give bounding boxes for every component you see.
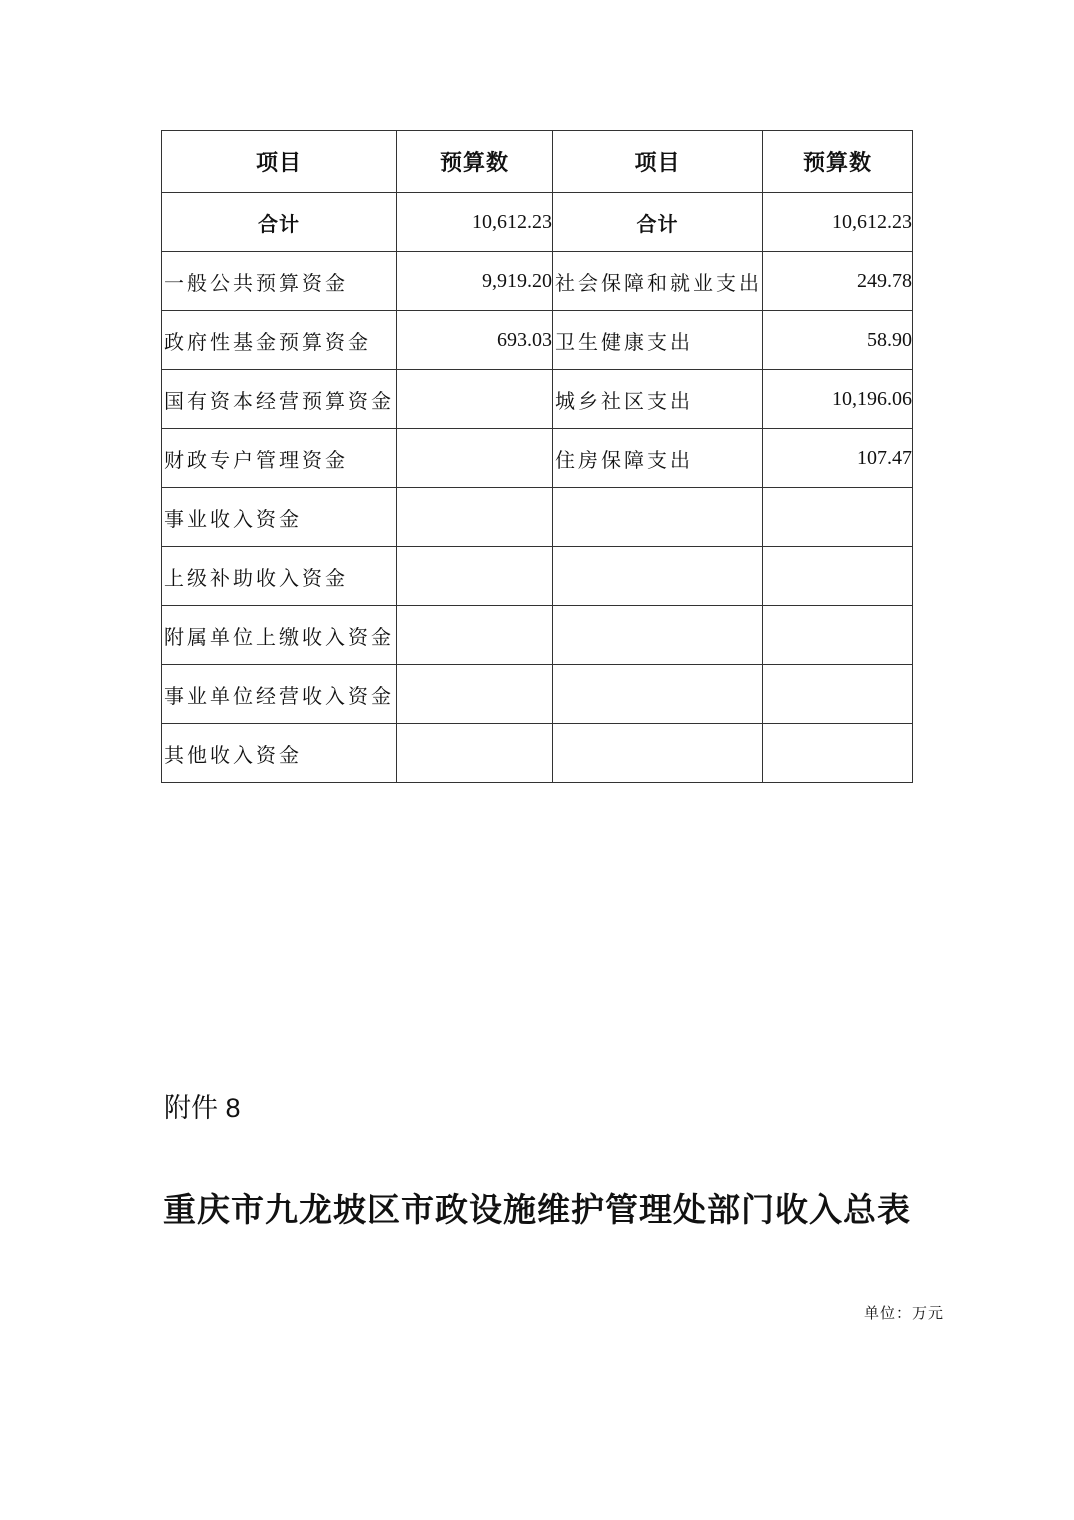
table-row: [162, 724, 913, 783]
income-item: 国有资本经营预算资金: [162, 370, 397, 429]
total-value-left: 10,612.23: [397, 193, 553, 252]
expense-value: [763, 606, 913, 665]
expense-item: [553, 724, 763, 783]
total-label-right: 合计: [553, 193, 763, 252]
total-value-right: 10,612.23: [763, 193, 913, 252]
budget-table: [161, 130, 913, 783]
income-value: [397, 606, 553, 665]
unit-label: 单位：万元: [863, 1304, 944, 1322]
expense-item: [553, 488, 763, 547]
income-item: 一般公共预算资金: [162, 252, 397, 311]
expense-item: 卫生健康支出: [553, 311, 763, 370]
expense-item: 住房保障支出: [553, 429, 763, 488]
expense-value: 107.47: [763, 429, 913, 488]
header-item-left: 项目: [162, 131, 397, 193]
income-item: 上级补助收入资金: [162, 547, 397, 606]
expense-value: [763, 547, 913, 606]
expense-value: 58.90: [763, 311, 913, 370]
attachment-label: 附件 8: [164, 1093, 241, 1123]
income-item: 事业单位经营收入资金: [162, 665, 397, 724]
table-header-row: [162, 131, 913, 193]
expense-item: 社会保障和就业支出: [553, 252, 763, 311]
expense-value: 10,196.06: [763, 370, 913, 429]
expense-item: [553, 665, 763, 724]
page-title: 重庆市九龙坡区市政设施维护管理处部门收入总表: [163, 1190, 911, 1229]
income-value: [397, 547, 553, 606]
income-value: [397, 488, 553, 547]
income-value: [397, 429, 553, 488]
table-row: [162, 488, 913, 547]
income-item: 事业收入资金: [162, 488, 397, 547]
income-value: [397, 370, 553, 429]
table-row: [162, 311, 913, 370]
income-item: 政府性基金预算资金: [162, 311, 397, 370]
table-row: [162, 547, 913, 606]
income-item: 其他收入资金: [162, 724, 397, 783]
expense-value: [763, 665, 913, 724]
table-row: [162, 606, 913, 665]
header-budget-right: 预算数: [763, 131, 913, 193]
income-item: 附属单位上缴收入资金: [162, 606, 397, 665]
header-item-right: 项目: [553, 131, 763, 193]
table-row: [162, 370, 913, 429]
table-row: [162, 429, 913, 488]
income-value: [397, 665, 553, 724]
header-budget-left: 预算数: [397, 131, 553, 193]
table-row: [162, 665, 913, 724]
income-value: [397, 724, 553, 783]
table-row: [162, 252, 913, 311]
total-label-left: 合计: [162, 193, 397, 252]
expense-value: [763, 488, 913, 547]
expense-item: 城乡社区支出: [553, 370, 763, 429]
income-item: 财政专户管理资金: [162, 429, 397, 488]
expense-value: [763, 724, 913, 783]
expense-item: [553, 547, 763, 606]
income-value: 693.03: [397, 311, 553, 370]
expense-value: 249.78: [763, 252, 913, 311]
expense-item: [553, 606, 763, 665]
total-row: [162, 193, 913, 252]
income-value: 9,919.20: [397, 252, 553, 311]
